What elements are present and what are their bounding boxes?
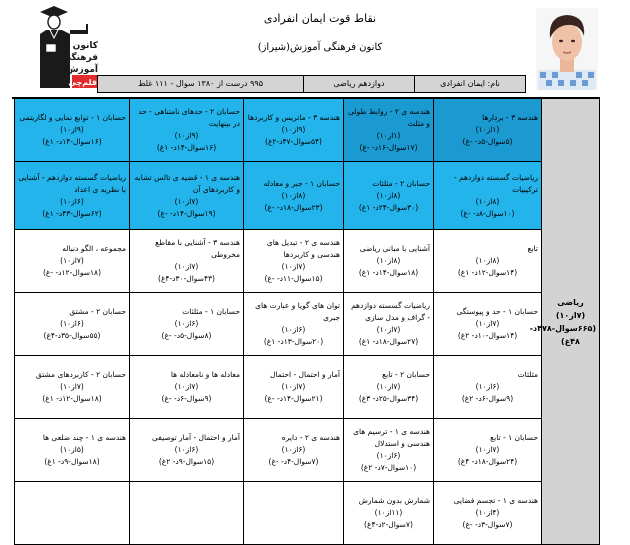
topic-rank: (۸از۱۰)	[281, 190, 306, 200]
topic-name: حسابان ۱ - توابع نمایی و لگاریتمی	[19, 113, 126, 122]
topic-rank: (۶از۱۰)	[60, 196, 84, 206]
topic-rank: (۷از۱۰)	[60, 382, 84, 391]
topic-name: آمار و احتمال - آمار توصیفی	[152, 433, 240, 442]
topic-cell	[434, 482, 542, 545]
topic-cell	[434, 99, 542, 162]
topic-name: حسابان ۲ - تابع	[382, 370, 430, 379]
table-row	[15, 230, 600, 293]
topic-stats: (۳۴سوال-۲۵د- ۳غ)	[358, 394, 419, 403]
topic-stats: (۱۶سوال-۱۴د- ۱غ)	[42, 137, 102, 146]
topic-cell	[130, 356, 244, 419]
topic-rank: (۷از۱۰)	[174, 262, 199, 271]
svg-text:قلم‌چی: قلم‌چی	[68, 78, 97, 87]
topic-cell	[344, 356, 434, 419]
topic-name: حسابان ۲ - کاربردهای مشتق	[35, 370, 126, 379]
topic-rank: (۸از۱۰)	[475, 196, 500, 206]
topic-rank: (۷از۱۰)	[376, 382, 401, 391]
student-photo	[536, 8, 598, 90]
topic-cell	[130, 419, 244, 482]
topic-name: مجموعه ، الگو دنباله	[62, 244, 126, 253]
topic-name: هندسه ی ۱ - ترسیم های هندسی و استدلال	[353, 427, 430, 448]
empty-cell	[15, 482, 130, 545]
topic-rank: (۶از۱۰)	[376, 451, 401, 460]
topic-stats: (۱۴سوال-۱۰د- ۲غ)	[457, 331, 518, 340]
topic-stats: (۴۳سوال-۳۰د-۴غ)	[158, 274, 215, 283]
topic-rank: (۷از۱۰)	[60, 256, 84, 265]
topic-stats: (۷سوال-۳د- -غ)	[462, 520, 513, 529]
topic-name: حسابان ۱ - مثلثات	[182, 307, 240, 316]
table-row	[15, 482, 600, 545]
topic-rank: (۸از۱۰)	[475, 256, 500, 265]
topic-cell	[15, 419, 130, 482]
topic-rank: (۷از۱۰)	[281, 382, 306, 391]
topic-stats: (۵۵سوال-۳۵د-۴غ)	[43, 331, 101, 340]
topic-name: شمارش بدون شمارش	[358, 496, 430, 505]
svg-text:فرهنگی: فرهنگی	[62, 53, 98, 63]
topic-rank: (۹از۱۰)	[281, 125, 306, 134]
topic-stats: (۱۰سوال-۸د- -غ)	[460, 208, 515, 218]
topic-rank: (۸از۱۰)	[376, 256, 401, 265]
topic-rank: (۷از۱۰)	[281, 262, 306, 271]
topic-name: هندسه ی ۲ - دایره	[281, 433, 340, 442]
topic-cell	[434, 356, 542, 419]
topic-rank: (۶از۱۰)	[475, 382, 500, 391]
topic-rank: (۴از۱۰)	[475, 508, 500, 517]
page-title: نقاط قوت ایمان انفرادی	[263, 12, 377, 25]
topic-stats: (۱۵سوال-۱۱د- -غ)	[264, 274, 323, 283]
student-grade: دوازدهم ریاضی	[303, 76, 414, 92]
page-subtitle: کانون فرهنگی آموزش(شیراز)	[257, 42, 383, 53]
topic-cell	[130, 230, 244, 293]
topic-cell	[244, 99, 344, 162]
topic-rank: (۷از۱۰)	[475, 319, 500, 328]
topic-stats: (۱۸سوال-۱۲د- -غ)	[42, 268, 101, 277]
topic-name: هندسه ی ۲ - روابط طولی و مثلث	[348, 107, 430, 128]
topic-name: آمار و احتمال - احتمال	[270, 370, 340, 379]
topic-rank: (۵از۱۰)	[60, 445, 84, 454]
topic-stats: (۱۵سوال-۹د- ۲غ)	[158, 457, 215, 466]
topic-name: حسابان ۲ - مشتق	[69, 307, 126, 316]
topic-cell	[434, 419, 542, 482]
topic-name: هندسه ی ۱ - چند ضلعی ها	[42, 433, 126, 442]
topic-cell	[344, 293, 434, 356]
topic-name: هندسه ۳ - بردارها	[482, 113, 538, 122]
topic-rank: (۷از۱۰)	[174, 382, 199, 391]
topic-name: حسابان ۲ - حدهای نامتناهی - حد در بینهایت	[138, 107, 240, 128]
topic-stats: (۱۶سوال-۱۴د- ۱غ)	[156, 143, 217, 152]
topic-name: ریاضیات گسسته دوازدهم - ترکیبیات	[453, 172, 538, 194]
topic-rank: (۶از۱۰)	[281, 325, 306, 334]
topic-rank: (۹از۱۰)	[60, 125, 84, 134]
empty-cell	[130, 482, 244, 545]
strengths-table	[14, 98, 600, 545]
student-score-summary: ۹۹۵ درست از ۱۳۸۰ سوال - ۱۱۱ غلط	[137, 79, 264, 88]
topic-rank: (۶از۱۰)	[281, 445, 306, 454]
student-name: نام: ایمان انفرادی	[414, 76, 525, 92]
topic-rank: (۱از۱۰)	[376, 131, 401, 140]
topic-stats: (۲۴سوال-۱۸د- ۴غ)	[457, 457, 518, 466]
topic-rank: (۹از۱۰)	[174, 131, 199, 140]
topic-name: هندسه ی ۱ - قضیه ی تالس تشابه و کاربردهای آن	[134, 172, 240, 194]
subject-summary-line2: (۶۶۵سوال-۴۷۸د-	[529, 323, 596, 333]
topic-cell	[344, 99, 434, 162]
topic-cell	[15, 230, 130, 293]
topic-name: حسابان ۱ - تابع	[490, 433, 538, 442]
table-row	[15, 293, 600, 356]
topic-name: مثلثات	[517, 370, 538, 379]
svg-text:کانون: کانون	[72, 41, 98, 51]
topic-cell	[15, 162, 130, 230]
topic-stats: (۹سوال-۶د- ۲غ)	[461, 394, 514, 403]
topic-name: حسابان ۱ - حد و پیوستگی	[456, 307, 538, 316]
topic-name: هندسه ۳ - آشنایی با مقاطع مخروطی	[155, 238, 240, 259]
topic-stats: (۲۳سوال-۱۸د- -غ)	[264, 202, 323, 212]
topic-cell	[244, 293, 344, 356]
topic-cell	[344, 482, 434, 545]
topic-stats: (۱۸سوال-۱۴د- ۱غ)	[358, 268, 419, 277]
topic-name: هندسه ۳ - ماتریس و کاربردها	[247, 113, 340, 122]
topic-rank: (۷از۱۰)	[174, 196, 199, 206]
topic-stats: (۱۸سوال-۱۲د- ۱غ)	[42, 394, 102, 403]
topic-name: هندسه ی ۱ - تجسم فضایی	[453, 496, 538, 505]
topic-cell	[130, 99, 244, 162]
topic-stats: (۵سوال-۵د- -غ)	[462, 137, 513, 146]
topic-stats: (۱۸سوال-۹د- ۱غ)	[44, 457, 100, 466]
table-row	[15, 99, 600, 162]
topic-rank: (۸از۱۰)	[376, 190, 401, 200]
topic-stats: (۲۱سوال-۱۴د- -غ)	[264, 394, 323, 403]
topic-cell	[130, 162, 244, 230]
kanoon-logo	[30, 4, 100, 90]
topic-name: آشنایی با مبانی ریاضی	[359, 244, 430, 253]
topic-cell	[244, 162, 344, 230]
table-row	[15, 419, 600, 482]
topic-cell	[434, 293, 542, 356]
topic-rank: (۷از۱۰)	[475, 445, 500, 454]
topic-name: ریاضیات گسسته دوازدهم - گراف و مدل سازی	[351, 301, 430, 322]
topic-rank: (۱۱از۱۰)	[374, 508, 403, 517]
topic-name: هندسه ی ۲ - تبدیل های هندسی و کاربردها	[266, 238, 340, 259]
topic-cell	[244, 356, 344, 419]
topic-cell	[15, 356, 130, 419]
topic-cell	[434, 162, 542, 230]
topic-stats: (۸سوال-۵د- -غ)	[161, 331, 212, 340]
topic-cell	[15, 99, 130, 162]
topic-name: معادله ها و نامعادله ها	[170, 370, 240, 379]
topic-stats: (۳۰سوال-۲۴د- ۱غ)	[358, 202, 419, 212]
topic-stats: (۷سوال-۴د- -غ)	[268, 457, 319, 466]
topic-stats: (۵۴سوال-۴۷د-۲غ)	[265, 137, 322, 146]
topic-cell	[434, 230, 542, 293]
topic-name: حسابان ۱ - جبر و معادله	[263, 178, 340, 188]
table-row	[15, 356, 600, 419]
topic-rank: (۱از۱۰)	[475, 125, 500, 134]
topic-cell	[244, 230, 344, 293]
topic-cell	[244, 419, 344, 482]
empty-cell	[244, 482, 344, 545]
topic-name: ریاضیات گسسته دوازدهم - آشنایی با نظریه ی اعداد	[18, 172, 126, 194]
subject-summary-line1: ریاضی (۷از۱۰)	[555, 297, 586, 320]
topic-stats: (۶۲سوال-۴۳د- ۱غ)	[42, 208, 102, 218]
topic-rank: (۷از۱۰)	[376, 325, 401, 334]
topic-stats: (۷سوال-۲د-۴غ)	[364, 520, 413, 529]
topic-stats: (۲۰سوال-۱۳د- ۱غ)	[263, 337, 324, 346]
topic-name: حسابان ۲ - مثلثات	[372, 178, 430, 188]
topic-cell	[344, 419, 434, 482]
topic-stats: (۱۰سوال-۷د- ۲غ)	[360, 463, 417, 472]
topic-cell	[344, 162, 434, 230]
topic-stats: (۱۷سوال-۱۶د- -غ)	[359, 143, 418, 152]
topic-cell	[15, 293, 130, 356]
topic-name: تابع	[527, 244, 538, 253]
topic-stats: (۱۹سوال-۱۴د- -غ)	[157, 208, 216, 218]
student-info-bar	[97, 75, 526, 93]
topic-cell	[344, 230, 434, 293]
topic-stats: (۱۴سوال-۱۲د- ۱غ)	[457, 268, 518, 277]
topic-stats: (۲۷سوال-۱۸د- ۱غ)	[358, 337, 419, 346]
svg-text:آموزش: آموزش	[66, 65, 98, 75]
topic-stats: (۹سوال-۶د- -غ)	[161, 394, 212, 403]
topic-cell	[130, 293, 244, 356]
topic-rank: (۶از۱۰)	[174, 445, 199, 454]
topic-rank: (۶از۱۰)	[60, 319, 84, 328]
topic-name: توان های گویا و عبارت های جبری	[255, 301, 340, 322]
topic-rank: (۶از۱۰)	[174, 319, 199, 328]
table-row	[15, 162, 600, 230]
subject-summary-line3: ۴۸غ)	[561, 336, 580, 346]
